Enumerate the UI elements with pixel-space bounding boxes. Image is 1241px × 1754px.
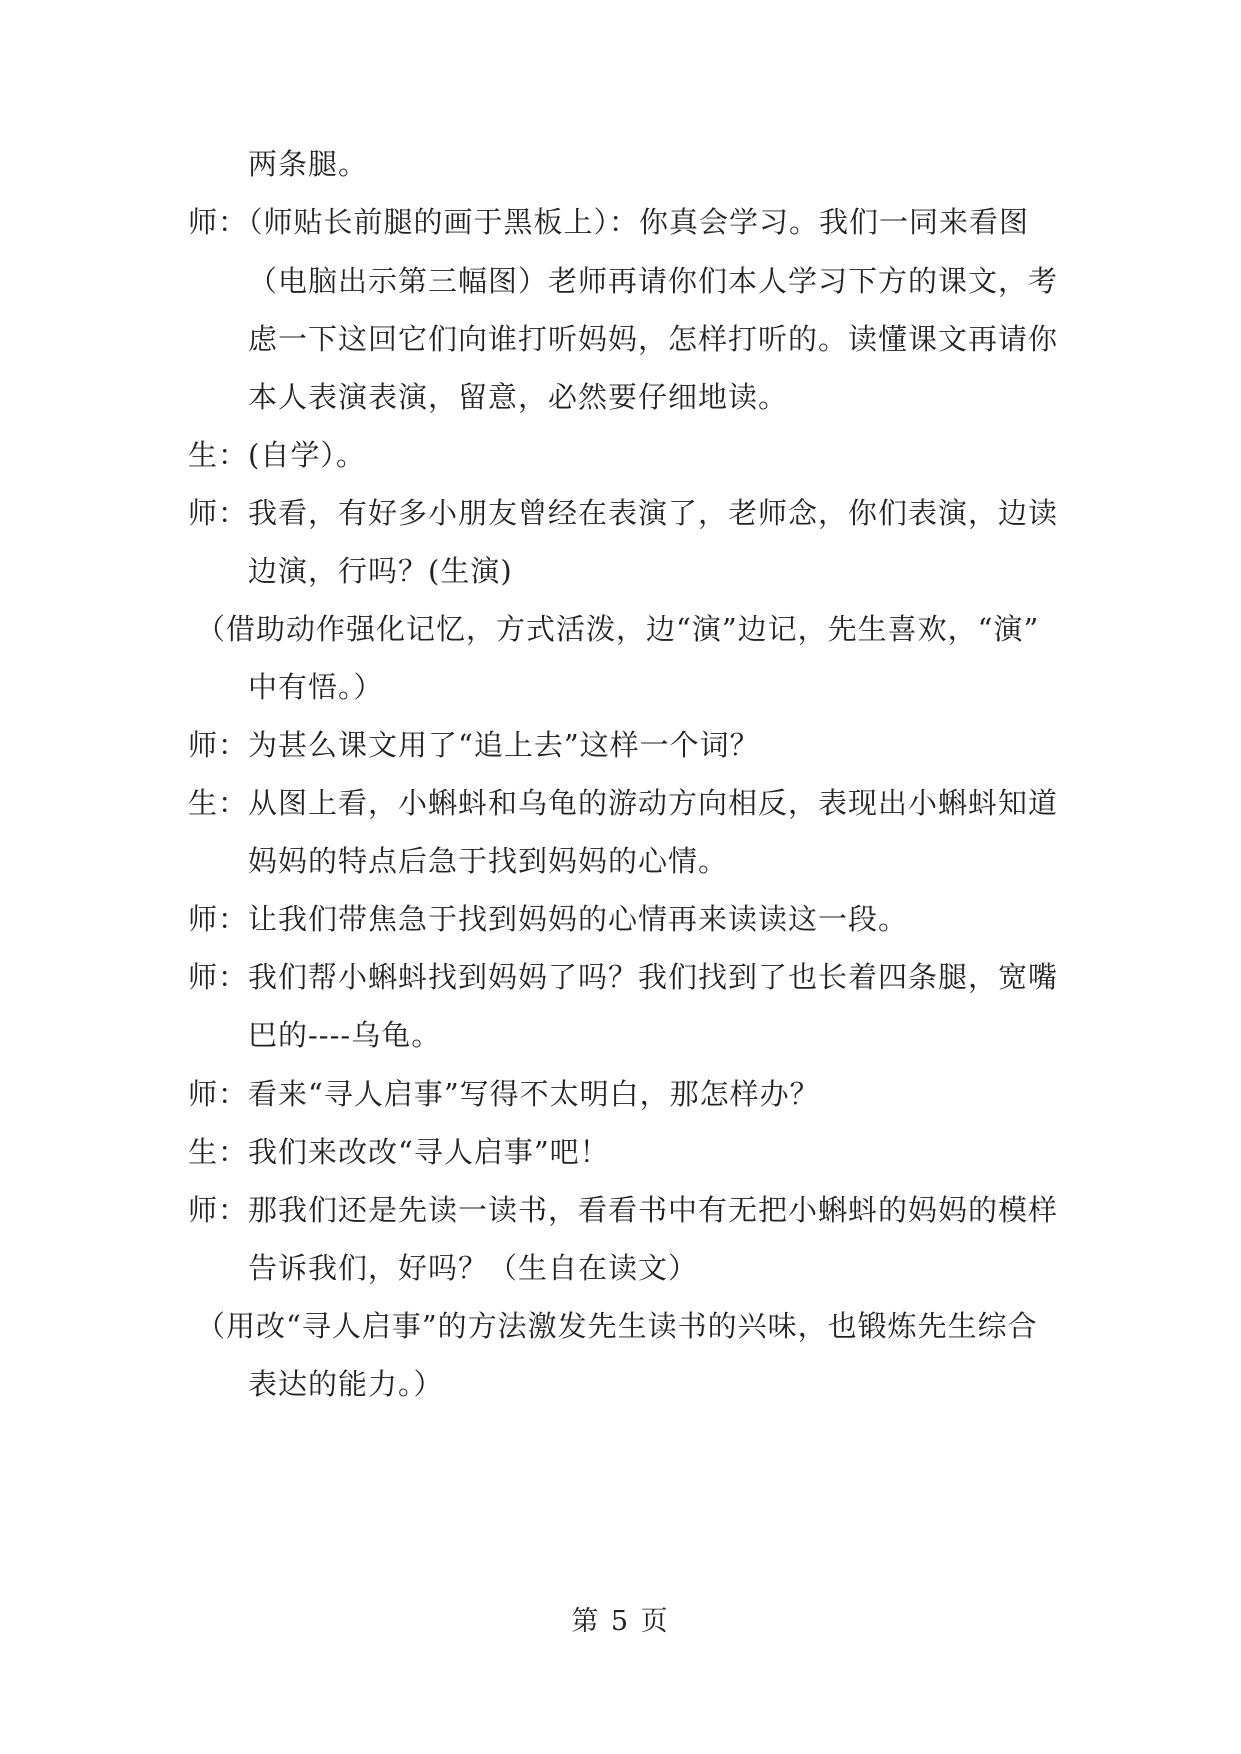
text-line: 师：为甚么课文用了“追上去”这样一个词？: [188, 728, 760, 762]
text-line: 师：（师贴长前腿的画于黑板上）：你真会学习。我们一同来看图: [188, 205, 1030, 239]
text-line: 师：那我们还是先读一读书，看看书中有无把小蝌蚪的妈妈的模样: [188, 1193, 1059, 1227]
text-line: 生：从图上看，小蝌蚪和乌龟的游动方向相反，表现出小蝌蚪知道: [188, 786, 1059, 820]
text-line: 告诉我们，好吗？（生自在读文）: [248, 1251, 699, 1285]
text-line: 生：(自学）。: [188, 438, 366, 472]
text-line: 师：我看，有好多小朋友曾经在表演了，老师念，你们表演，边读: [188, 496, 1059, 530]
text-line: 妈妈的特点后急于找到妈妈的心情。: [248, 844, 729, 878]
text-line: （用改“寻人启事”的方法激发先生读书的兴味，也锻炼先生综合: [196, 1309, 1038, 1343]
text-line: 师：我们帮小蝌蚪找到妈妈了吗？我们找到了也长着四条腿，宽嘴: [188, 960, 1059, 994]
text-line: 师：看来“寻人启事”写得不太明白，那怎样办？: [188, 1077, 820, 1111]
text-line: 边演，行吗？(生演): [248, 554, 513, 588]
text-line: 两条腿。: [248, 147, 369, 181]
text-line: （借助动作强化记忆，方式活泼，边“演”边记，先生喜欢，“演”: [196, 612, 1040, 646]
text-line: 巴的----乌龟。: [248, 1018, 442, 1052]
text-line: 师：让我们带焦急于找到妈妈的心情再来读读这一段。: [188, 902, 909, 936]
text-line: 本人表演表演，留意，必然要仔细地读。: [248, 380, 789, 414]
text-line: 表达的能力。）: [248, 1367, 444, 1401]
text-line: （电脑出示第三幅图）老师再请你们本人学习下方的课文，考: [248, 264, 1059, 298]
text-line: 生：我们来改改“寻人启事”吧！: [188, 1135, 610, 1169]
page-number: 第 5 页: [571, 1606, 670, 1637]
text-line: 中有悟。）: [248, 670, 384, 704]
text-line: 虑一下这回它们向谁打听妈妈，怎样打听的。读懂课文再请你: [248, 322, 1059, 356]
